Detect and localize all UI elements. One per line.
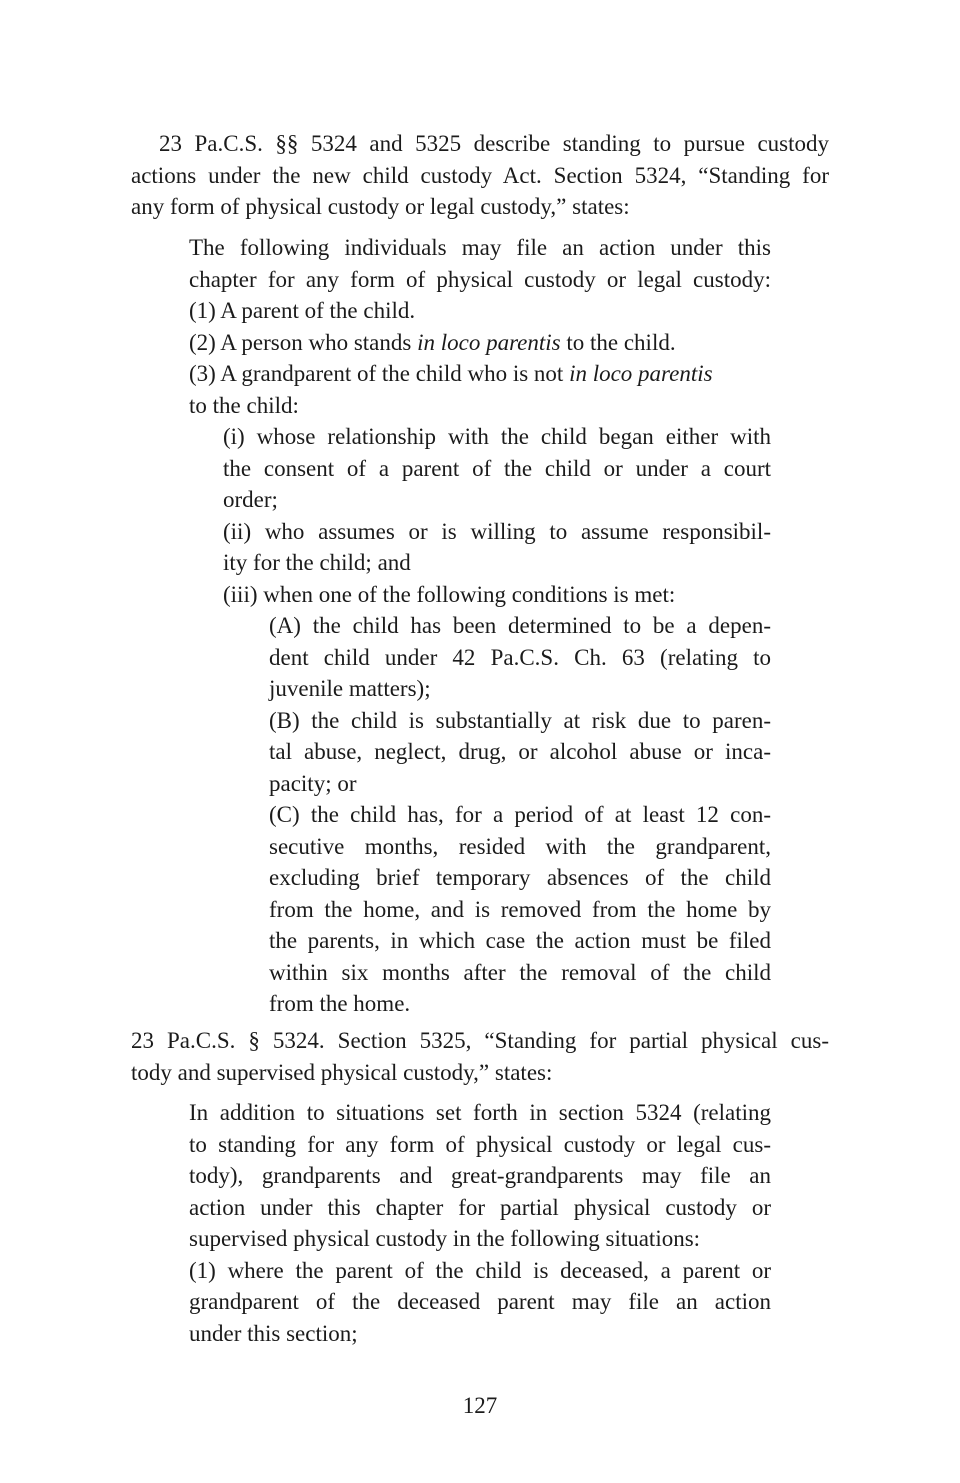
list-item-1: (1) A parent of the child. xyxy=(189,298,416,323)
sub-item-ii: ity for the child; and xyxy=(223,550,411,575)
sub-item-C: (C) the child has, for a period of at least 12 con- xyxy=(269,802,771,827)
quote-line: under this section; xyxy=(189,1320,358,1346)
quote-line: tody), grandparents and great-grandparents may file an xyxy=(189,1163,771,1188)
sub-item-B: pacity; or xyxy=(269,770,357,796)
text-span: to the child. xyxy=(560,329,676,355)
text-span: (2) A person who stands xyxy=(189,329,418,355)
text-span: (3) A grandparent of the child who is not xyxy=(189,361,570,386)
list-item-2 xyxy=(189,327,771,359)
quote-line: chapter for any form of physical custody or legal custody: xyxy=(189,266,771,292)
quote-line: to standing for any form of physical custody or legal cus- xyxy=(189,1131,771,1157)
middle-line: 23 Pa.C.S. § 5324. Section 5325, “Standing for partial physical cus- xyxy=(131,1028,829,1053)
page-number: 127 xyxy=(462,1393,498,1418)
sub-item-i: order; xyxy=(223,487,278,512)
sub-item-C: secutive months, resided with the grandparent, xyxy=(269,833,771,859)
sub-item-C: from the home, and is removed from the home by xyxy=(269,896,771,922)
middle-line: tody and supervised physical custody,” states: xyxy=(131,1059,553,1085)
quote-line: In addition to situations set forth in section 5324 (relating xyxy=(189,1100,771,1125)
intro-line: any form of physical custody or legal custody,” states: xyxy=(131,194,630,219)
sub-item-i: the consent of a parent of the child or under a court xyxy=(223,455,771,481)
quote-line: to the child: xyxy=(189,392,299,418)
quote-line: (1) where the parent of the child is deceased, a parent or xyxy=(189,1257,771,1283)
sub-list-roman xyxy=(189,421,771,610)
middle-paragraph xyxy=(131,1025,829,1088)
sub-item-C: excluding brief temporary absences of the child xyxy=(269,865,771,890)
sub-item-C: the parents, in which case the action must be filed xyxy=(269,928,771,953)
sub-item-C: from the home. xyxy=(269,991,411,1016)
sub-item-C: within six months after the removal of the child xyxy=(269,959,771,985)
statute-quote-5325 xyxy=(189,1097,771,1349)
statute-quote-5324 xyxy=(189,232,771,1020)
sub-item-B: (B) the child is substantially at risk due to paren- xyxy=(269,707,771,733)
intro-line: 23 Pa.C.S. §§ 5324 and 5325 describe standing to pursue custody xyxy=(159,131,829,156)
italic-term: in loco parentis xyxy=(417,329,561,355)
sub-item-A: juvenile matters); xyxy=(269,676,431,701)
sub-item-A: (A) the child has been determined to be a depen- xyxy=(269,613,771,638)
sub-item-ii: (ii) who assumes or is willing to assume responsibil- xyxy=(223,518,771,544)
intro-line: actions under the new child custody Act. Section 5324, “Standing for xyxy=(131,162,829,188)
quote-line: grandparent of the deceased parent may file an action xyxy=(189,1289,771,1314)
sub-item-iii: (iii) when one of the following conditions is met: xyxy=(223,581,676,607)
quote-line: action under this chapter for partial physical custody or xyxy=(189,1194,771,1220)
quote-line: supervised physical custody in the following situations: xyxy=(189,1226,701,1251)
sub-item-B: tal abuse, neglect, drug, or alcohol abuse or inca- xyxy=(269,739,771,764)
sub-list-alpha xyxy=(189,610,771,1020)
list-item-3 xyxy=(189,358,771,390)
sub-item-i: (i) whose relationship with the child began either with xyxy=(223,424,771,449)
italic-term: in loco parentis xyxy=(569,361,713,386)
intro-paragraph xyxy=(131,128,829,223)
quote-line: The following individuals may file an action under this xyxy=(189,235,771,260)
sub-item-A: dent child under 42 Pa.C.S. Ch. 63 (relating to xyxy=(269,644,771,670)
